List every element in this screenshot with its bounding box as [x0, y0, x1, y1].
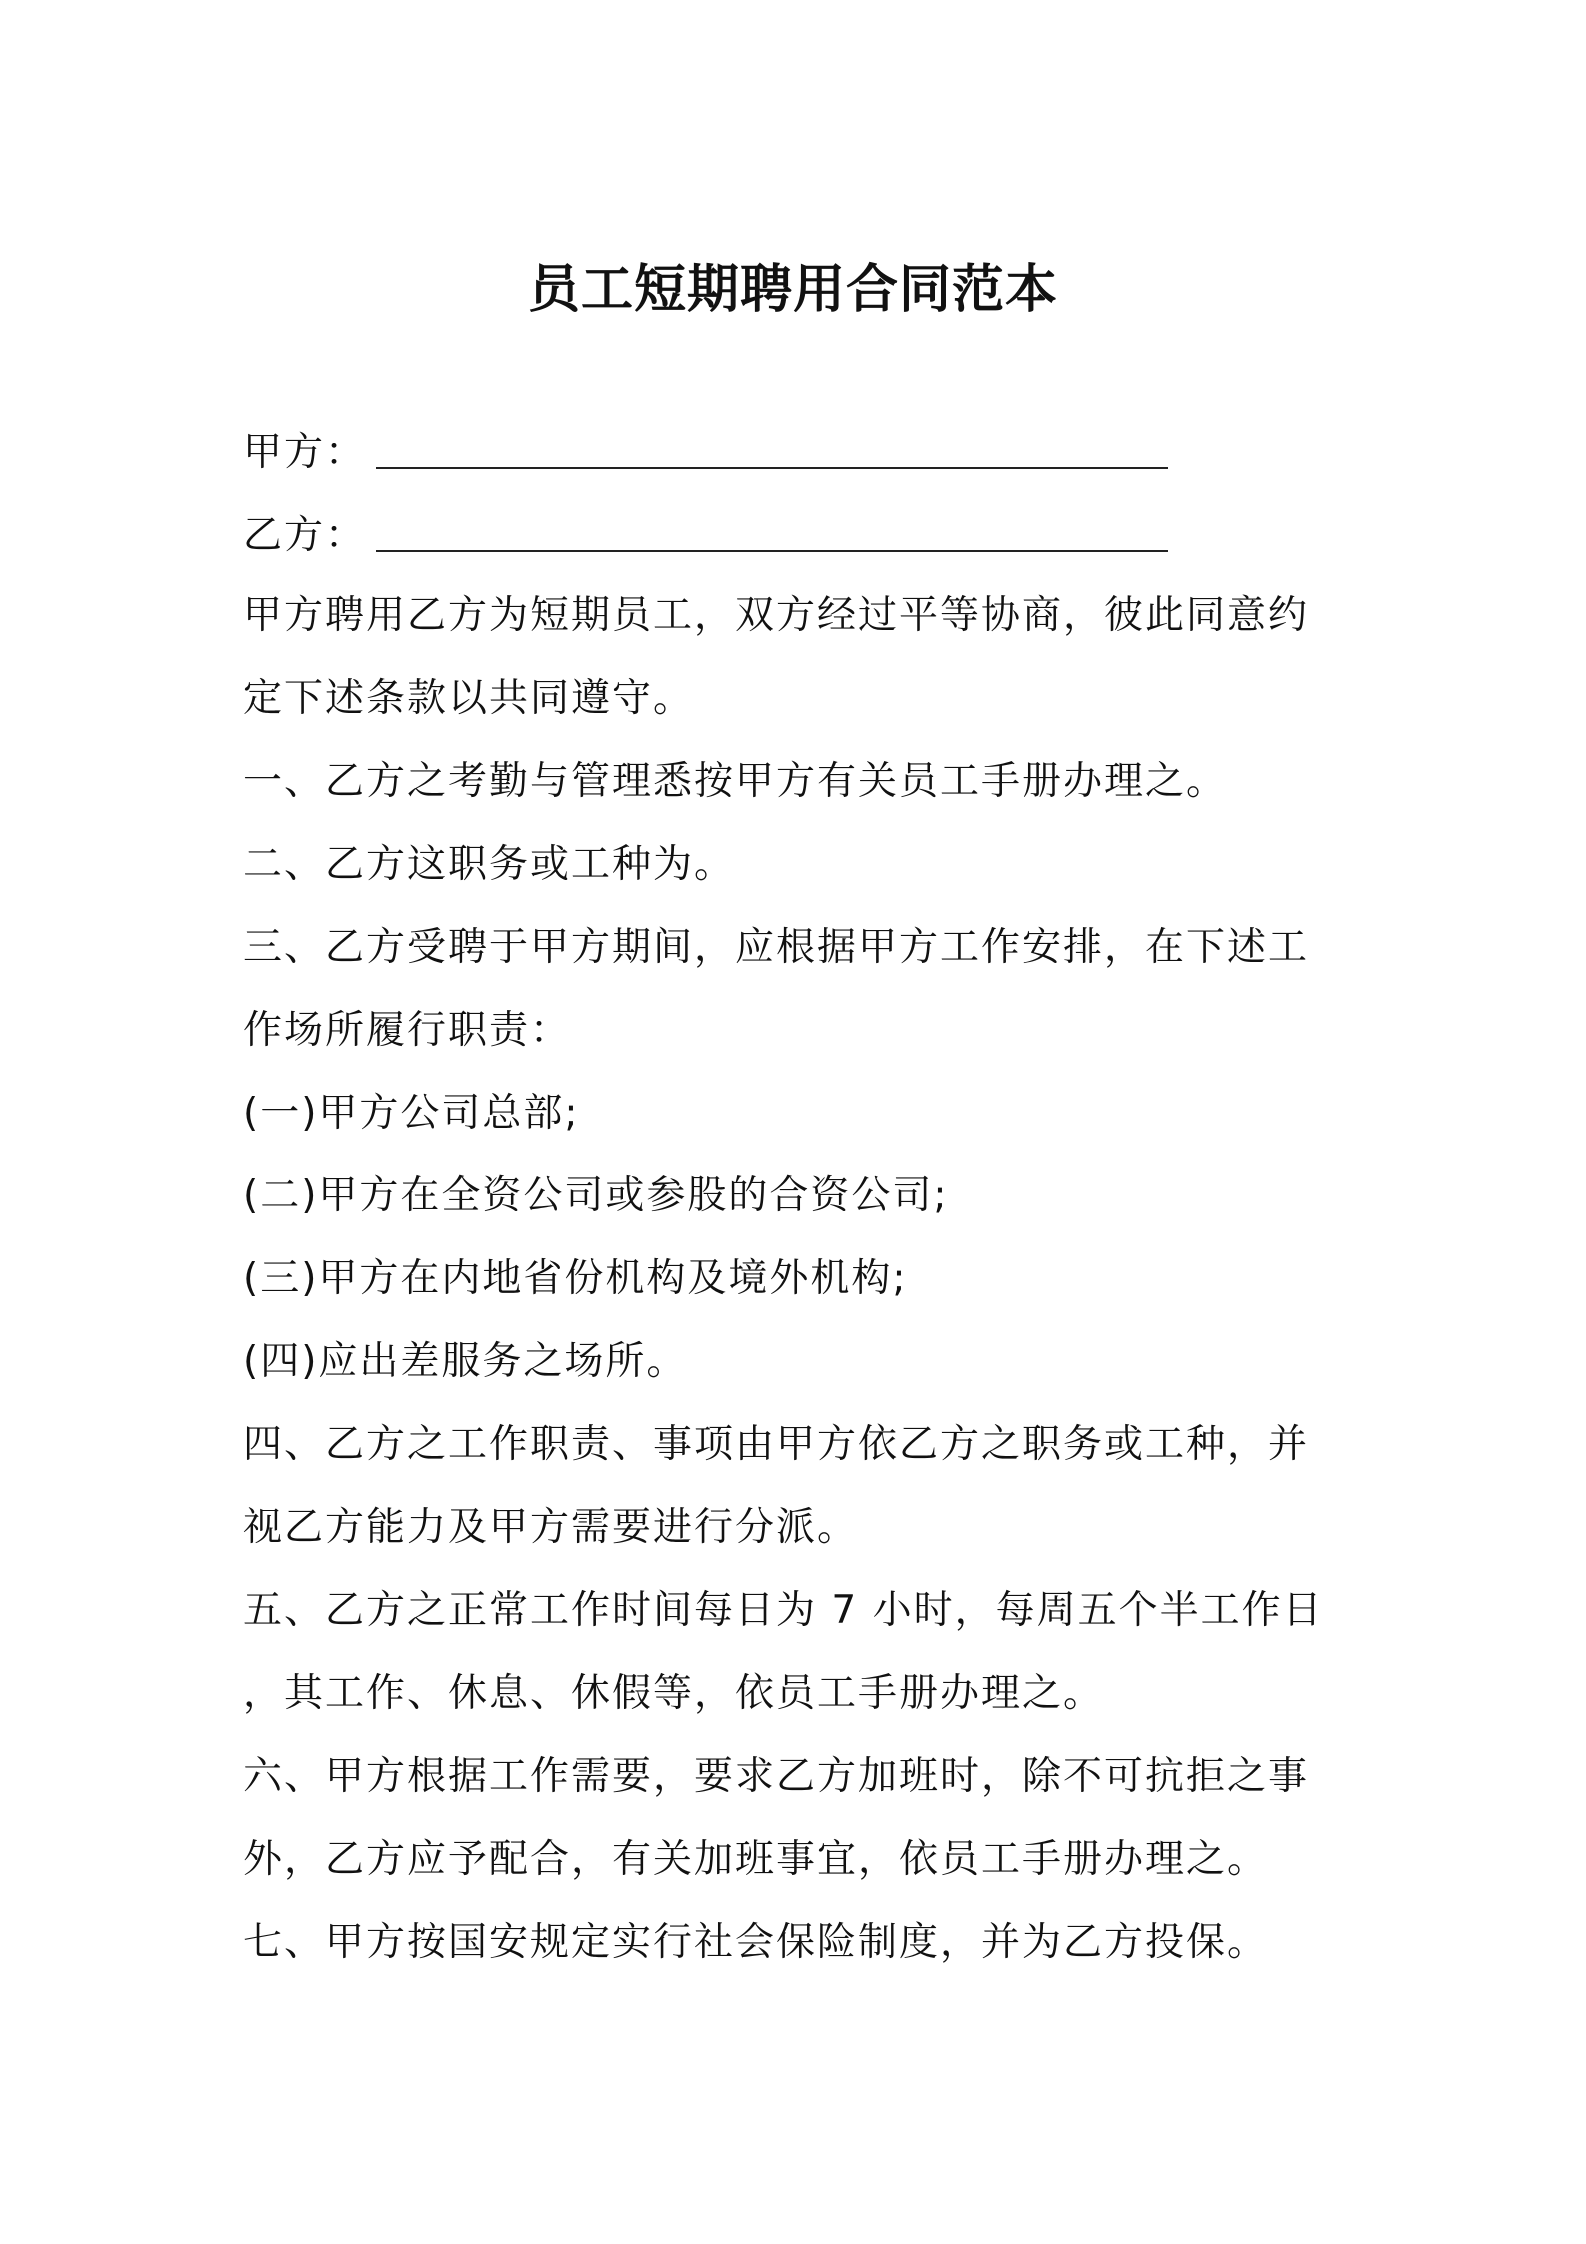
clause-line: 一、乙方之考勤与管理悉按甲方有关员工手册办理之。 [243, 759, 1228, 804]
document-title: 员工短期聘用合同范本 [527, 260, 1058, 320]
clause-line: 作场所履行职责： [243, 1008, 572, 1053]
clause-line: 五、乙方之正常工作时间每日为 7 小时，每周五个半工作日 [243, 1588, 1324, 1633]
party-b-blank-line [376, 510, 1168, 552]
party-b-row [243, 506, 1168, 564]
sub-clause-line: (一)甲方公司总部; [243, 1091, 580, 1136]
clause-line: 六、甲方根据工作需要，要求乙方加班时，除不可抗拒之事 [243, 1754, 1310, 1799]
clause-line: 二、乙方这职务或工种为。 [243, 842, 736, 887]
clause-line: 视乙方能力及甲方需要进行分派。 [243, 1505, 859, 1550]
party-a-label: 甲方： [243, 430, 367, 475]
sub-clause-line: (三)甲方在内地省份机构及境外机构; [243, 1256, 908, 1301]
clause-line: 外，乙方应予配合，有关加班事宜，依员工手册办理之。 [243, 1837, 1269, 1882]
paragraph-line: 定下述条款以共同遵守。 [243, 676, 695, 721]
sub-clause-line: (四)应出差服务之场所。 [243, 1339, 688, 1384]
sub-clause-line: (二)甲方在全资公司或参股的合资公司; [243, 1173, 949, 1218]
paragraph-line: 甲方聘用乙方为短期员工，双方经过平等协商，彼此同意约 [243, 593, 1310, 638]
party-b-label: 乙方： [243, 513, 367, 558]
party-a-row [243, 423, 1168, 481]
clause-line: 三、乙方受聘于甲方期间，应根据甲方工作安排，在下述工 [243, 925, 1310, 970]
clause-line: 四、乙方之工作职责、事项由甲方依乙方之职务或工种，并 [243, 1422, 1310, 1467]
clause-line: ，其工作、休息、休假等，依员工手册办理之。 [243, 1671, 1105, 1716]
party-a-blank-line [376, 427, 1168, 469]
clause-line: 七、甲方按国安规定实行社会保险制度，并为乙方投保。 [243, 1920, 1269, 1965]
